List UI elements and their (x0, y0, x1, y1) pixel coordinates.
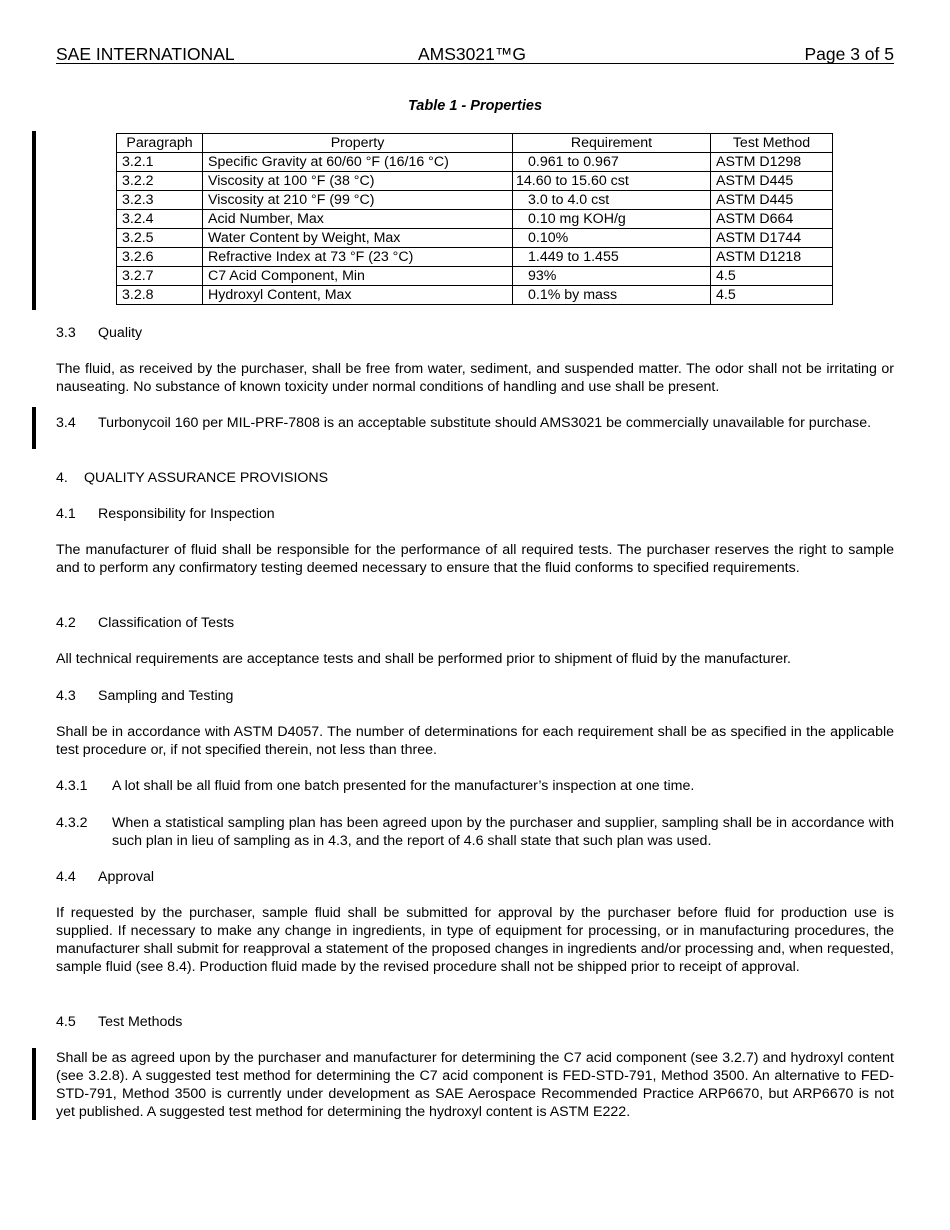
section-4-3-2 (56, 814, 894, 850)
table-row (117, 210, 833, 229)
header-rule (56, 63, 894, 64)
table-row (117, 248, 833, 267)
table-header-row (117, 134, 833, 153)
section-title: Test Methods (98, 1014, 183, 1030)
section-number: 3.3 (56, 325, 76, 341)
table-cell: Acid Number, Max (203, 210, 513, 229)
header-page-number: Page 3 of 5 (804, 44, 894, 64)
section-4-5-body: Shall be as agreed upon by the purchaser and manufacturer for determining the C7 acid component (see 3.2.7) and hydroxyl content (see 3.2.8). A suggested test method for determining the C7 acid component is FED-STD-791, Method 3500. An alternative to FED-STD-791, Method 3500 is currently under development as SAE Aerospace Recommended Practice ARP6670, but ARP6670 is not yet published. A suggested test method for determining the hydroxyl content is ASTM E222. (56, 1050, 894, 1120)
section-number: 4.4 (56, 869, 76, 885)
section-4-4-body: If requested by the purchaser, sample fluid shall be submitted for approval by the purchaser before fluid for production use is supplied. If necessary to make any change in ingredients, in type of equipment for processing, or in manufacturing procedures, the manufacturer shall submit for reapproval a statement of the proposed changes in ingredients and/or processing and, when requested, sample fluid (see 8.4). Production fluid made by the revised procedure shall not be shipped prior to receipt of approval. (56, 905, 894, 975)
table-cell: 0.10 mg KOH/g (513, 210, 711, 229)
section-number: 4.1 (56, 506, 76, 522)
table-row (117, 267, 833, 286)
table-cell: ASTM D1298 (711, 153, 833, 172)
section-title: Classification of Tests (98, 615, 235, 631)
table-cell: ASTM D445 (711, 172, 833, 191)
section-number: 4.3.2 (56, 815, 88, 831)
table-cell: 0.1% by mass (513, 286, 711, 305)
section-number: 4.2 (56, 615, 76, 631)
section-title: Quality (98, 325, 143, 341)
table-cell: Refractive Index at 73 °F (23 °C) (203, 248, 513, 267)
table-cell: Water Content by Weight, Max (203, 229, 513, 248)
column-header: Property (203, 134, 513, 153)
table-cell: ASTM D664 (711, 210, 833, 229)
table-caption: Table 1 - Properties (407, 98, 543, 114)
section-number: 4.3.1 (56, 778, 88, 794)
section-4-2-heading (56, 614, 894, 632)
table-cell: Hydroxyl Content, Max (203, 286, 513, 305)
section-body: A lot shall be all fluid from one batch presented for the manufacturer’s inspection at one time. (112, 778, 695, 794)
section-title: Responsibility for Inspection (98, 506, 275, 522)
table-row (117, 229, 833, 248)
table-cell: ASTM D1744 (711, 229, 833, 248)
section-title: QUALITY ASSURANCE PROVISIONS (84, 470, 329, 486)
table-cell: Viscosity at 210 °F (99 °C) (203, 191, 513, 210)
section-4-heading (56, 469, 894, 487)
table-cell: 3.0 to 4.0 cst (513, 191, 711, 210)
column-header: Paragraph (117, 134, 203, 153)
column-header: Test Method (711, 134, 833, 153)
revision-bar (32, 1048, 36, 1120)
table-row (117, 191, 833, 210)
revision-bar (32, 407, 36, 449)
table-row (117, 286, 833, 305)
table-cell: 3.2.5 (117, 229, 203, 248)
revision-bar (32, 131, 36, 310)
section-number: 4.5 (56, 1014, 76, 1030)
section-body: Turbonycoil 160 per MIL-PRF-7808 is an acceptable substitute should AMS3021 be commercially unavailable for purchase. (98, 415, 872, 431)
table-cell: 4.5 (711, 286, 833, 305)
section-4-2-body: All technical requirements are acceptance tests and shall be performed prior to shipment of fluid by the manufacturer. (56, 651, 791, 667)
section-4-3-heading (56, 687, 894, 705)
table-cell: 3.2.4 (117, 210, 203, 229)
table-cell: 14.60 to 15.60 cst (513, 172, 711, 191)
table-cell: ASTM D1218 (711, 248, 833, 267)
section-4-4-heading (56, 868, 894, 886)
section-title: Sampling and Testing (98, 688, 234, 704)
section-number: 4.3 (56, 688, 76, 704)
section-4-5-heading (56, 1013, 894, 1031)
table-cell: 1.449 to 1.455 (513, 248, 711, 267)
section-number: 4. (56, 470, 68, 486)
section-4-1-body: The manufacturer of fluid shall be responsible for the performance of all required tests. The purchaser reserves the right to sample and to perform any confirmatory testing deemed necessary to ensure that the fluid conforms to specified requirements. (56, 542, 894, 576)
table-cell: 3.2.8 (117, 286, 203, 305)
table-cell: Viscosity at 100 °F (38 °C) (203, 172, 513, 191)
table-cell: 93% (513, 267, 711, 286)
table-cell: 3.2.7 (117, 267, 203, 286)
table-cell: 0.10% (513, 229, 711, 248)
section-3-3-heading (56, 324, 894, 342)
section-body: When a statistical sampling plan has been agreed upon by the purchaser and supplier, sampling shall be in accordance with such plan in lieu of sampling as in 4.3, and the report of 4.6 shall state that such plan was used. (112, 815, 894, 849)
column-header: Requirement (513, 134, 711, 153)
section-3-3-body: The fluid, as received by the purchaser, shall be free from water, sediment, and suspended matter. The odor shall not be irritating or nauseating. No substance of known toxicity under normal conditions of handling and use shall be present. (56, 361, 894, 395)
table-cell: C7 Acid Component, Min (203, 267, 513, 286)
table-cell: 3.2.3 (117, 191, 203, 210)
section-title: Approval (98, 869, 154, 885)
header-doc-id: AMS3021™G (418, 44, 526, 64)
table-cell: 0.961 to 0.967 (513, 153, 711, 172)
properties-table (116, 133, 833, 305)
table-row (117, 153, 833, 172)
table-cell: 3.2.6 (117, 248, 203, 267)
header-org: SAE INTERNATIONAL (56, 44, 235, 64)
table-cell: 4.5 (711, 267, 833, 286)
table-cell: ASTM D445 (711, 191, 833, 210)
table-cell: Specific Gravity at 60/60 °F (16/16 °C) (203, 153, 513, 172)
table-cell: 3.2.1 (117, 153, 203, 172)
section-4-3-1 (56, 777, 894, 795)
section-3-4 (56, 414, 894, 432)
section-number: 3.4 (56, 415, 76, 431)
section-4-3-body: Shall be in accordance with ASTM D4057. The number of determinations for each requirement shall be as specified in the applicable test procedure or, if not specified therein, not less than three. (56, 724, 894, 758)
section-4-1-heading (56, 505, 894, 523)
table-row (117, 172, 833, 191)
table-cell: 3.2.2 (117, 172, 203, 191)
